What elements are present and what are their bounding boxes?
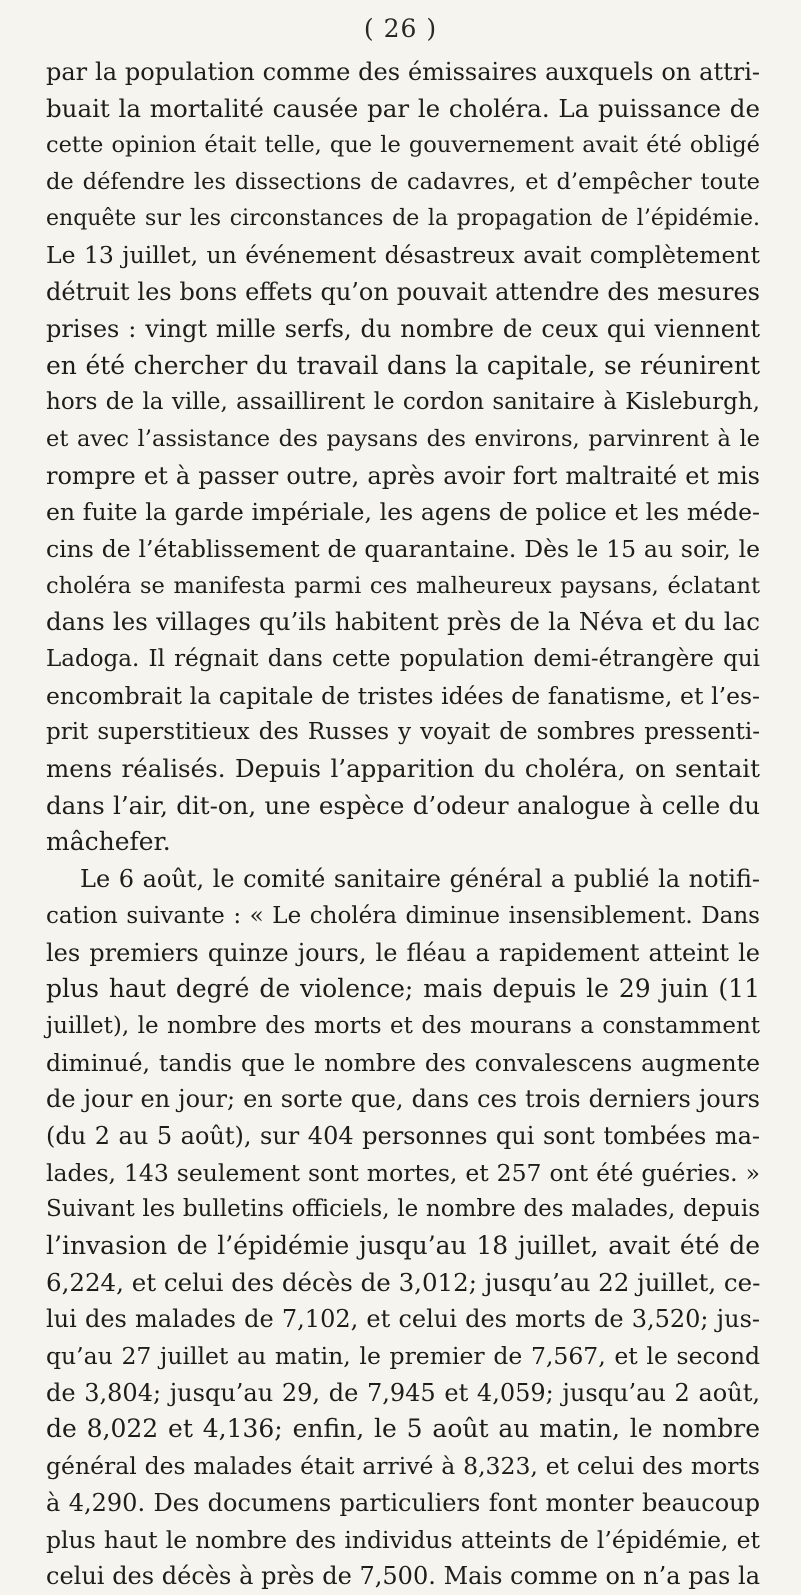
text-line: Le 13 juillet, un événement désastreux avait complètement <box>46 241 760 270</box>
text-line: juillet), le nombre des morts et des mourans a constamment <box>46 1012 760 1039</box>
page-number: ( 26 ) <box>363 14 438 43</box>
text-line: détruit les bons effets qu’on pouvait attendre des mesures <box>46 278 760 307</box>
text-line: dans l’air, dit-on, une espèce d’odeur analogue à celle du <box>46 790 760 820</box>
text-line: plus haut le nombre des individus atteints de l’épidémie, et <box>46 1525 760 1554</box>
text-line: hors de la ville, assaillirent le cordon sanitaire à Kisleburgh, <box>46 389 760 416</box>
text-line: cins de l’établissement de quarantaine. Dès le 15 au soir, le <box>46 534 760 563</box>
text-line: 6,224, et celui des décès de 3,012; jusqu’au 22 juillet, ce- <box>46 1267 761 1297</box>
text-line: encombrait la capitale de tristes idées de fanatisme, et l’es- <box>46 681 760 710</box>
text-line: dans les villages qu’ils habitent près de la Néva et du lac <box>46 607 760 637</box>
text-line: prises : vingt mille serfs, du nombre de ceux qui viennent <box>46 314 760 343</box>
text-line: les premiers quinze jours, le fléau a rapidement atteint le <box>46 938 760 967</box>
text-line: lui des malades de 7,102, et celui des morts de 3,520; jus- <box>46 1305 760 1334</box>
text-line: rompre et à passer outre, après avoir fort maltraité et mis <box>46 461 760 490</box>
text-line: général des malades était arrivé à 8,323, et celui des morts <box>46 1452 760 1481</box>
text-line: prit superstitieux des Russes y voyait de sombres pressenti- <box>46 719 760 746</box>
text-line: de jour en jour; en sorte que, dans ces trois derniers jours <box>46 1085 760 1114</box>
text-line: Le 6 août, le comité sanitaire général a publié la notifi- <box>80 865 760 894</box>
body-text <box>46 54 760 1595</box>
text-line: qu’au 27 juillet au matin, le premier de 7,567, et le second <box>46 1342 760 1371</box>
text-line: l’invasion de l’épidémie jusqu’au 18 juillet, avait été de <box>46 1231 760 1260</box>
text-line: buait la mortalité causée par le choléra. La puissance de <box>46 93 760 123</box>
text-line: Ladoga. Il régnait dans cette population demi-étrangère qui <box>46 646 760 672</box>
text-line: de défendre les dissections de cadavres, et d’empêcher toute <box>46 169 760 196</box>
text-line: mens réalisés. Depuis l’apparition du choléra, on sentait <box>46 754 760 784</box>
text-line: à 4,290. Des documens particuliers font monter beaucoup <box>46 1488 760 1517</box>
text-line: celui des décès à près de 7,500. Mais comme on n’a pas la <box>46 1562 760 1591</box>
text-line: cette opinion était telle, que le gouvernement avait été obligé <box>46 132 760 159</box>
text-line: (du 2 au 5 août), sur 404 personnes qui sont tombées ma- <box>46 1121 760 1150</box>
text-line: en fuite la garde impériale, les agens de police et les méde- <box>46 498 760 527</box>
text-line: enquête sur les circonstances de la propagation de l’épidémie. <box>46 205 760 231</box>
text-line: et avec l’assistance des paysans des environs, parvinrent à le <box>46 425 760 452</box>
text-line: par la population comme des émissaires auxquels on attri- <box>46 58 760 86</box>
text-line: diminué, tandis que le nombre des convalescens augmente <box>46 1048 760 1077</box>
text-line: en été chercher du travail dans la capitale, se réunirent <box>46 350 760 380</box>
text-line: mâchefer. <box>46 827 171 857</box>
text-line: plus haut degré de violence; mais depuis le 29 juin (11 <box>46 974 760 1004</box>
text-line: cation suivante : « Le choléra diminue insensiblement. Dans <box>46 902 760 929</box>
text-line: de 8,022 et 4,136; enfin, le 5 août au matin, le nombre <box>46 1414 760 1444</box>
text-line: de 3,804; jusqu’au 29, de 7,945 et 4,059; jusqu’au 2 août, <box>46 1378 760 1407</box>
text-line: lades, 143 seulement sont mortes, et 257 ont été guéries. » <box>46 1158 760 1187</box>
text-line: Suivant les bulletins officiels, le nombre des malades, depuis <box>46 1196 760 1223</box>
text-line: choléra se manifesta parmi ces malheureux paysans, éclatant <box>46 572 760 599</box>
